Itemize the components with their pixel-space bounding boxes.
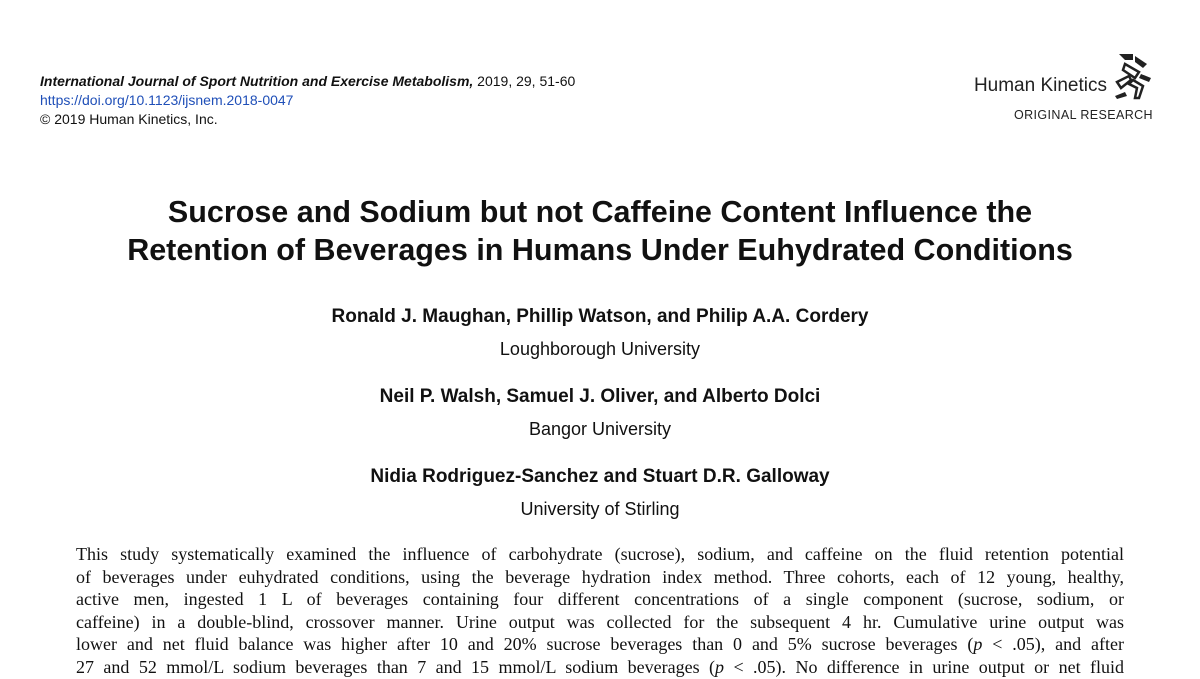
runner-logo-icon: [1113, 52, 1153, 100]
publisher-block: [974, 52, 1153, 122]
author-group: [0, 385, 1200, 441]
author-affiliation: University of Stirling: [520, 499, 680, 519]
journal-volume: 2019, 29, 51-60: [473, 73, 576, 89]
author-names: Neil P. Walsh, Samuel J. Oliver, and Alberto Dolci: [379, 386, 821, 407]
title-line: Sucrose and Sodium but not Caffeine Content Influence the: [167, 195, 1033, 229]
article-title: [0, 193, 1200, 269]
author-group: [0, 305, 1200, 361]
author-affiliation: Bangor University: [528, 419, 672, 439]
abstract: [76, 543, 1124, 679]
doi-link[interactable]: https://doi.org/10.1123/ijsnem.2018-0047: [40, 92, 294, 108]
abstract-line: This study systematically examined the influence of carbohydrate (sucrose), sodium, and caffeine on the fluid retention potential: [76, 544, 1124, 564]
copyright-notice: © 2019 Human Kinetics, Inc.: [40, 111, 218, 127]
author-names: Nidia Rodriguez-Sanchez and Stuart D.R. Galloway: [370, 466, 830, 487]
journal-header: [40, 72, 575, 129]
abstract-line: 27 and 52 mmol/L sodium beverages than 7 and 15 mmol/L sodium beverages (p < .05). No difference in urine output or net fluid: [76, 656, 1124, 677]
author-affiliation: Loughborough University: [499, 339, 701, 359]
title-line: Retention of Beverages in Humans Under Euhydrated Conditions: [127, 233, 1073, 267]
journal-citation: [40, 72, 575, 91]
author-names: Ronald J. Maughan, Phillip Watson, and Philip A.A. Cordery: [331, 306, 869, 327]
abstract-line: active men, ingested 1 L of beverages containing four different concentrations of a single component (sucrose, sodium, or: [76, 589, 1124, 610]
abstract-line: of beverages under euhydrated conditions, using the beverage hydration index method. Three cohorts, each of 12 young, healthy,: [76, 566, 1124, 587]
article-type-label: ORIGINAL RESEARCH: [1013, 108, 1153, 122]
abstract-line: lower and net fluid balance was higher after 10 and 20% sucrose beverages than 0 and 5% sucrose beverages (p < .05), and after: [76, 634, 1124, 655]
journal-name: International Journal of Sport Nutrition and Exercise Metabolism,: [40, 73, 474, 89]
author-group: [0, 465, 1200, 521]
abstract-line: caffeine) in a double-blind, crossover manner. Urine output was collected for the subsequent 4 hr. Cumulative urine output was: [76, 611, 1124, 632]
publisher-name: Human Kinetics: [973, 75, 1107, 96]
